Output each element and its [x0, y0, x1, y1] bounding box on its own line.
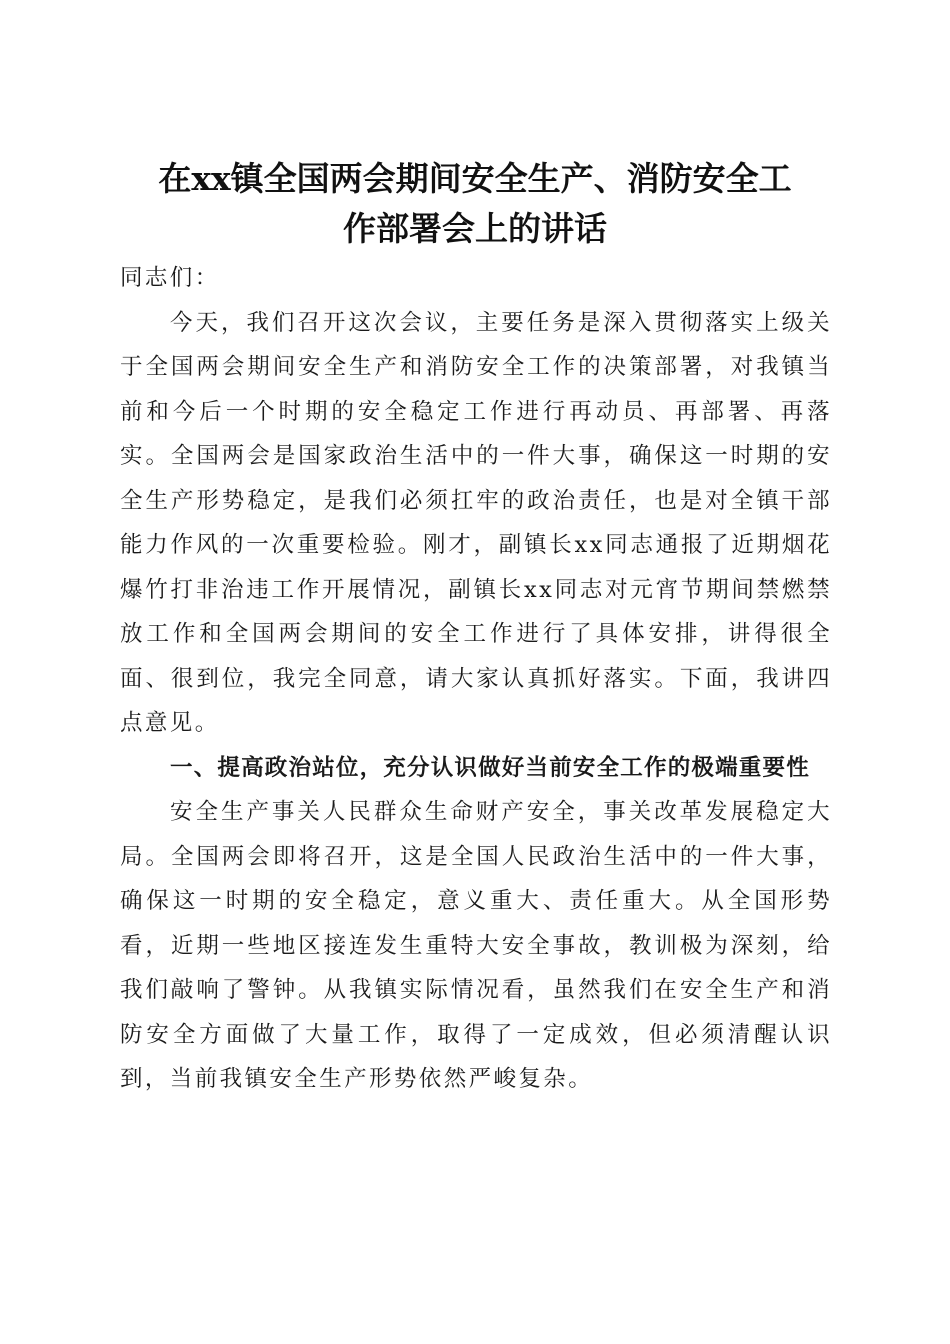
- document-title: [100, 154, 850, 254]
- title-line-2: 作部署会上的讲话: [343, 209, 607, 249]
- greeting: 同志们：: [120, 265, 220, 291]
- paragraph-intro: 今天，我们召开这次会议，主要任务是深入贯彻落实上级关于全国两会期间安全生产和消防安全工作的决策部署，对我镇当前和今后一个时期的安全稳定工作进行再动员、再部署、再落实。全国两会是国家政治生活中的一件大事，确保这一时期的安全生产形势稳定，是我们必须扛牢的政治责任，也是对全镇干部能力作风的一次重要检验。刚才，副镇长xx同志通报了近期烟花爆竹打非治违工作开展情况，副镇长xx同志对元宵节期间禁燃禁放工作和全国两会期间的安全工作进行了具体安排，讲得很全面、很到位，我完全同意，请大家认真抓好落实。下面，我讲四点意见。: [120, 309, 832, 736]
- paragraph-section-1: 安全生产事关人民群众生命财产安全，事关改革发展稳定大局。全国两会即将召开，这是全国人民政治生活中的一件大事，确保这一时期的安全稳定，意义重大、责任重大。从全国形势看，近期一些地区接连发生重特大安全事故，教训极为深刻，给我们敲响了警钟。从我镇实际情况看，虽然我们在安全生产和消防安全方面做了大量工作，取得了一定成效，但必须清醒认识到，当前我镇安全生产形势依然严峻复杂。: [120, 799, 832, 1092]
- document-body: [120, 256, 832, 1102]
- section-heading-1: 一、提高政治站位，充分认识做好当前安全工作的极端重要性: [170, 754, 810, 781]
- title-line-1: 在xx镇全国两会期间安全生产、消防安全工: [158, 159, 792, 199]
